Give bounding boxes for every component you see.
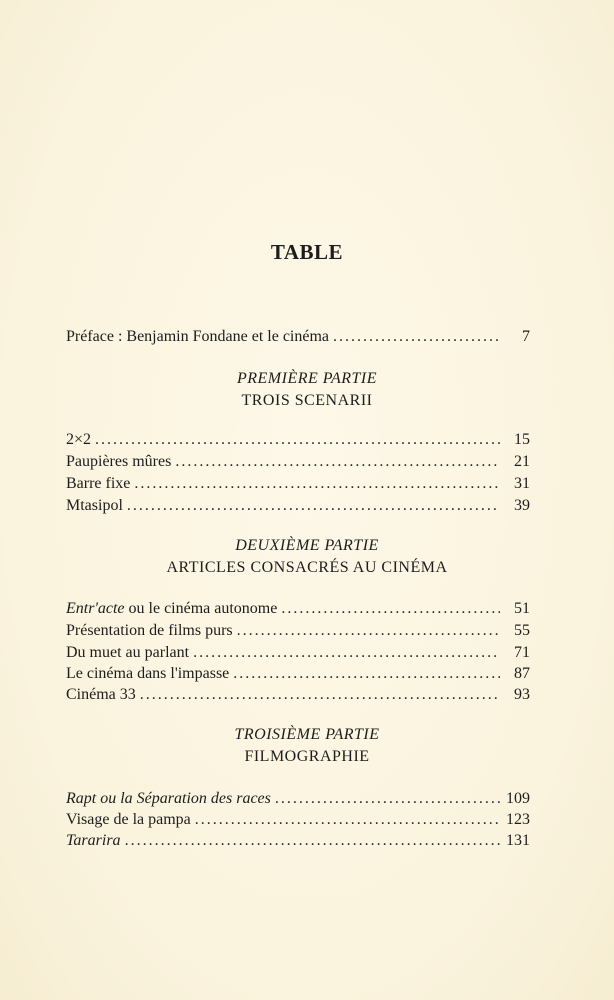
- toc-entry-page: 123: [506, 811, 530, 828]
- dot-leader: [275, 789, 500, 809]
- toc-entry-page: 55: [514, 622, 530, 639]
- dot-leader: [195, 810, 500, 830]
- dot-leader: [237, 621, 500, 641]
- toc-entry-label-italic: Entr'acte: [66, 600, 125, 617]
- toc-entry: [66, 643, 530, 663]
- toc-entry-page: 87: [514, 665, 530, 682]
- dot-leader: [175, 452, 500, 472]
- toc-entry-preface: [66, 327, 530, 347]
- toc-entry-label: Visage de la pampa: [66, 811, 191, 828]
- dot-leader: [127, 496, 500, 516]
- toc-entry-page: 39: [514, 497, 530, 514]
- dot-leader: [281, 599, 500, 619]
- toc-entry-label: Du muet au parlant: [66, 644, 190, 661]
- part-heading-3: TROISIÈME PARTIE: [234, 726, 380, 743]
- toc-entry-label: Présentation de films purs: [66, 622, 233, 639]
- toc-entry-label: Le cinéma dans l'impasse: [66, 665, 230, 682]
- dot-leader: [233, 664, 500, 684]
- toc-entry: [66, 430, 530, 450]
- toc-entry: [66, 831, 530, 851]
- dot-leader: [95, 430, 500, 450]
- toc-entry: [66, 474, 530, 494]
- toc-entry-label: Mtasipol: [66, 497, 123, 514]
- part-heading-1: PREMIÈRE PARTIE: [236, 370, 378, 387]
- part-subtitle-2: ARTICLES CONSACRÉS AU CINÉMA: [166, 559, 448, 576]
- page-title: TABLE: [270, 240, 344, 264]
- toc-entry-page: 93: [514, 686, 530, 703]
- toc-entry-label: Tararira: [66, 832, 121, 849]
- toc-entry-page: 131: [506, 832, 530, 849]
- dot-leader: [193, 643, 500, 663]
- toc-entry-label: Cinéma 33: [66, 686, 136, 703]
- toc-entry-label: Rapt ou la Séparation des races: [66, 790, 271, 807]
- toc-entry: [66, 621, 530, 641]
- toc-entry: [66, 599, 530, 619]
- toc-entry-label: 2×2: [66, 431, 92, 448]
- toc-entry-page: 51: [514, 600, 530, 617]
- toc-entry-label-rest: ou le cinéma autonome: [124, 600, 278, 617]
- dot-leader: [333, 327, 500, 347]
- toc-entry: [66, 810, 530, 830]
- toc-entry: [66, 685, 530, 705]
- part-heading-2: DEUXIÈME PARTIE: [235, 537, 379, 554]
- toc-entry-page: 71: [514, 644, 530, 661]
- toc-entry-page: 109: [506, 790, 530, 807]
- toc-entry: [66, 496, 530, 516]
- toc-entry-label: Paupières mûres: [66, 453, 172, 470]
- toc-entry-page: 7: [522, 328, 530, 345]
- dot-leader: [140, 685, 500, 705]
- part-subtitle-3: FILMOGRAPHIE: [244, 748, 370, 765]
- dot-leader: [134, 474, 500, 494]
- toc-entry: [66, 452, 530, 472]
- part-subtitle-1: TROIS SCENARII: [241, 392, 373, 409]
- toc-entry-page: 21: [514, 453, 530, 470]
- toc-entry: [66, 664, 530, 684]
- toc-entry-label: Barre fixe: [66, 475, 131, 492]
- dot-leader: [125, 831, 500, 851]
- toc-entry: [66, 789, 530, 809]
- toc-entry-label: [66, 599, 281, 619]
- toc-entry-label: Préface : Benjamin Fondane et le cinéma: [66, 328, 330, 345]
- toc-entry-page: 15: [514, 431, 530, 448]
- toc-entry-page: 31: [514, 475, 530, 492]
